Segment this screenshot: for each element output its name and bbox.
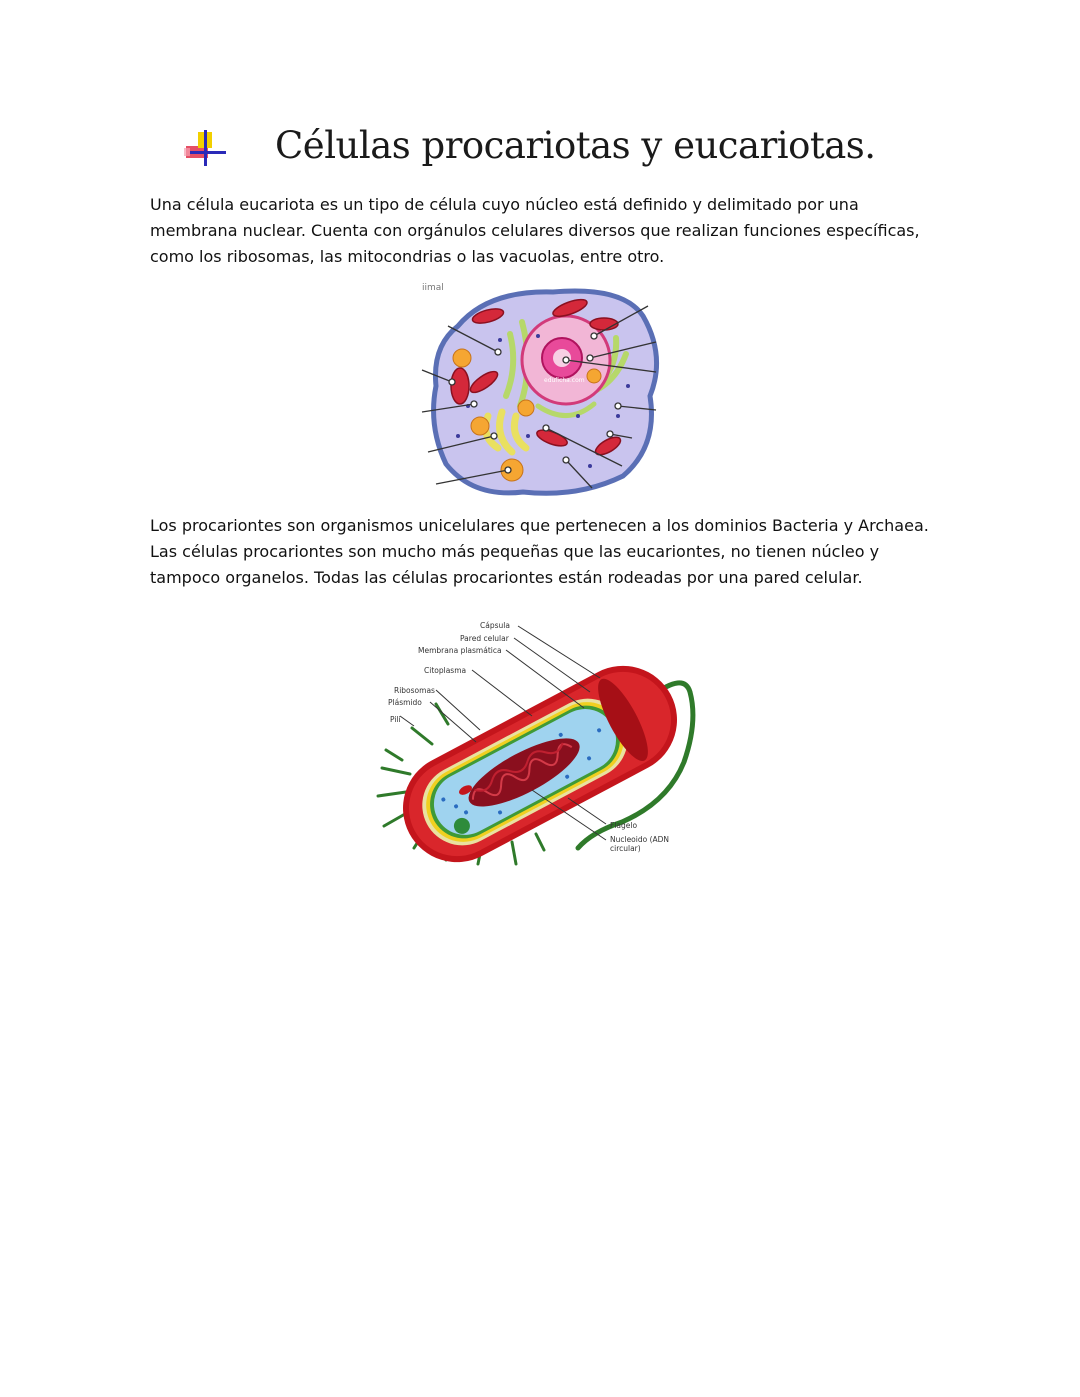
label-nucleoido-2: circular) <box>610 844 641 853</box>
bullet-cross-icon <box>184 128 228 168</box>
page-title: Células procariotas y eucariotas. <box>275 124 876 167</box>
label-flagelo: Flagelo <box>610 821 638 830</box>
eukaryotic-cell-diagram <box>418 276 666 500</box>
paragraph-eukaryote: Una célula eucariota es un tipo de célula cuyo núcleo está definido y delimitado por una membrana nuclear. Cuenta con orgánulos celulares diversos que realizan funciones específicas, como los ribosomas, las mitocondrias o las vacuolas, entre otro. <box>150 195 920 266</box>
paragraph-prokaryote: Los procariontes son organismos unicelulares que pertenecen a los dominios Bacteria y Archaea. Las células procariontes son mucho más pequeñas que las eucariontes, no tienen núcleo y tampoco organelos. Todas las células procariontes están rodeadas por una pared celular. <box>150 516 929 587</box>
label-plasmido: Plásmido <box>388 698 422 707</box>
label-ribosomas: Ribosomas <box>394 686 435 695</box>
label-pared-celular: Pared celular <box>460 634 509 643</box>
label-capsula: Cápsula <box>480 621 510 630</box>
prokaryotic-cell-diagram <box>372 612 708 880</box>
svg-text:eduficha.com: eduficha.com <box>544 377 585 384</box>
label-citoplasma: Citoplasma <box>424 666 467 675</box>
label-pili: Pili <box>390 715 401 724</box>
label-nucleoido-1: Nucleoido (ADN <box>610 835 670 844</box>
label-membrana: Membrana plasmática <box>418 646 502 655</box>
figure-caption: iimal <box>422 283 444 293</box>
